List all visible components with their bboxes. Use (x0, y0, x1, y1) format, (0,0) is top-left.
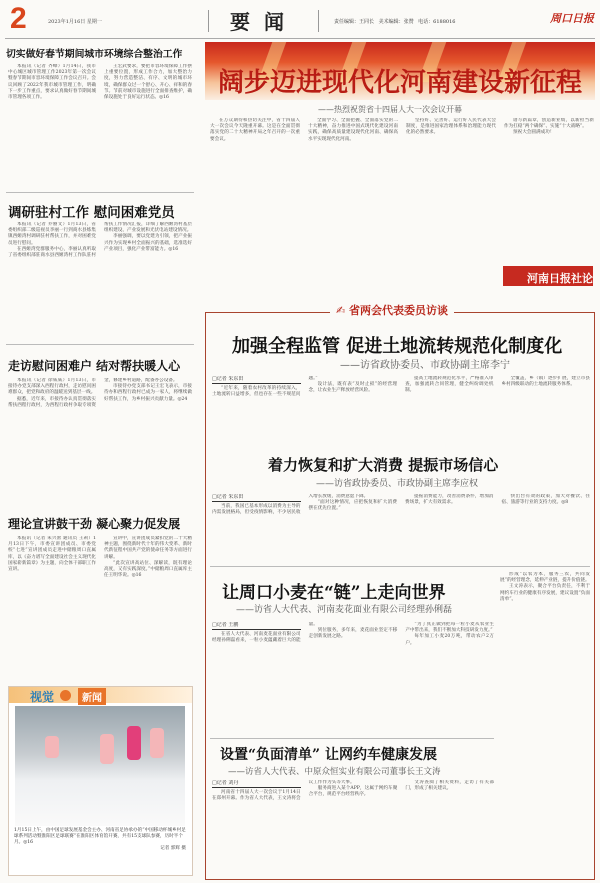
divider (6, 344, 194, 345)
article-body (8, 536, 192, 676)
camera-icon (60, 690, 71, 701)
paragraph: 到位服务，多年来，麦花面业坚定不移走创新发展之路。 (308, 628, 398, 640)
paragraph: 服务商进入某个APP，这属于网约车聚合平台，规范平台经营秩序。 (308, 786, 398, 798)
editorial-label: 河南日报社论 (527, 272, 593, 285)
paragraph: 全覆盖，乡（镇）逐步扩展，建立市县乡村四级联动的土地流转服务体系。 (501, 376, 590, 388)
photo-caption (14, 828, 186, 852)
paragraph: 当前，我国已基本形成以消费为主导的内需发展格局，但受疫情影响，不少居民收入增长放缓，消费意愿下降。 (212, 494, 369, 516)
article-body (8, 64, 192, 186)
paragraph: 提振消费能力，改善消费条件，增加消费场景，扩大有效需求。 (405, 494, 494, 506)
divider (6, 192, 194, 193)
byline: □记者 刘丹 (212, 780, 301, 788)
paragraph: 坚持好、完善好、运行好人民代表大会制度，是推进国家治理体系和治理能力现代化的必然要求。 (406, 118, 496, 136)
paragraph: “此次宣讲高站位、深解读，既有理论高度，又有实践深度。”中储粮周口直属库主任王明华说。◎16 (104, 560, 192, 579)
paragraph: 在万众期待和热切关注中，省十四届人大一次会议今天隆重开幕。这是在全面贯彻落实党的二十大精神开局之年召开的一次重要会议。 (210, 118, 300, 142)
article-headline: 调研驻村工作 慰问困难党员 (8, 205, 175, 221)
photo-credit: 记者 郭辉 摄 (160, 846, 186, 851)
paragraph: 设计法，既有表“及时止损”的经营理念，让农业生产释放经营风险。 (308, 382, 397, 394)
divider (210, 738, 494, 739)
paragraph: 本报讯（记者 乔丽文）1月13日，省委组织部二级巡视员李丽一行到商水县练集镇西姬湾村调研驻村帮扶工作，并对困难党员进行慰问。 (8, 222, 96, 246)
article-headline: 设置“负面清单” 让网约车健康发展 (220, 747, 437, 763)
article-body-continued (500, 572, 590, 872)
paragraph: 本报讯（记者 齐峰）1月14日，我市中心城区城市管理工作2023年第一次会议暨春节期间市容环境保障工作会议召开。会议回顾了2022年我市城市管理工作，明确下一步工作重点，要求认真做好春节期间城市管理各项工作。 (8, 64, 96, 101)
issue-date: 2023年1月16日 星期一 (48, 19, 102, 25)
article-headline: 切实做好春节期间城市环境综合整治工作 (6, 49, 183, 60)
divider (208, 10, 209, 32)
paragraph: 据悉，近年来，市接待办认真贯彻落实帮扶西程行政村，为西程行政村争取专项资金，修建乡村道路，配备办公设备。 (8, 378, 178, 408)
article-headline: 让周口小麦在“链”上走向世界 (222, 583, 446, 603)
divider (318, 10, 319, 32)
interviews-section-tag: ✍ 省两会代表委员访谈 (330, 302, 454, 318)
article-headline: 理论宣讲鼓干劲 凝心聚力促发展 (8, 517, 181, 531)
paragraph: 在省人大代表、河南麦花面业有限公司经理孙俐磊看来，一粒小麦蕴藏着巨大的能量。 (212, 622, 318, 644)
article-body (8, 222, 192, 334)
lead-subtitle: ——热烈祝贺省十四届人大一次会议开幕 (318, 105, 462, 114)
section-tag-label: 省两会代表委员访谈 (349, 304, 449, 317)
article-subtitle: ——访省人大代表、河南麦花面业有限公司经理孙俐磊 (236, 605, 453, 615)
article-body (212, 376, 590, 436)
paragraph: 本报讯（记者 朱兴蕾 通讯员 王莉）1月13日下午，市委宣讲团成员、市委党校“七进”宣讲团成员走进中储粮周口直属库，以《奋力谱写全面建设社会主义现代化国家崭新篇章》为主题，向全体干部职工作宣讲。 (8, 536, 96, 573)
caption-text: 1月15日上午，由中国足球发展基金会主办、河南省足协承办的“中国移动杯城乡村足球系列活动暨淮阳区足球联赛”在淮阳区体育馆开赛，共有15支球队参赛，历时半个月。◎16 (14, 828, 186, 845)
paragraph: 提高土地流转规范化水平，严格准入审查，加强流转合同管理，健全纠纷调处机制。 (405, 376, 494, 394)
paragraph: 市接待办党支部书记王宏飞表示，市接待办和西程行政村已成为一家人，将继续做好帮扶工作，为乡村振兴贡献力量。◎24 (104, 384, 192, 402)
article-subtitle: ——访省政协委员、市政协副主席李宁 (340, 360, 510, 371)
paragraph: “面对这种情况，应把恢复和扩大消费摆在优先位置。” (308, 500, 397, 512)
article-headline: 加强全程监管 促进土地流转规范化制度化 (232, 336, 563, 357)
lead-body (210, 118, 594, 263)
section-title: 要闻 (230, 10, 298, 34)
byline: □记者 朱东田 (212, 376, 301, 384)
paragraph: 河南省十四届人大一次会议于1月14日在郑州开幕。作为省人大代表，王文涛将会议工作作为头等大事。 (212, 780, 355, 802)
divider (210, 566, 590, 567)
paragraph: “为了真正做到把每一粒小麦从农业生产中带出来，我们不断加大科技研发力度。” (405, 622, 494, 634)
header-rule (5, 38, 595, 39)
football-photo (15, 706, 185, 826)
paragraph: 形成“以农为本，服务三农，共同发展”的经营理念，延伸产业链，提升价值链。 (500, 572, 590, 584)
article-body (212, 622, 494, 734)
editorial-tag (503, 266, 593, 286)
paragraph: 王文涛表示，聚合平台负责任，不利于网约车行业的健康有序发展，建议设置“负面清单”。 (500, 584, 590, 602)
article-headline: 走访慰问困难户 结对帮扶暖人心 (8, 359, 181, 373)
paragraph: 谱写新篇章，创造新业绩，以新担当新作为扛稳“两个确保”、实施“十大战略”。 (504, 118, 594, 130)
article-body (212, 780, 494, 876)
editor-info: 责任编辑：王同长 美术编辑：张赞 电话：6188016 (334, 19, 456, 25)
paragraph: 快出台有效的政策，加大对餐饮、住宿、旅游等行业的支持力度。◎8 (501, 494, 590, 506)
newspaper-logo: 周口日报 (550, 12, 594, 25)
byline: □记者 王鹏 (212, 622, 301, 630)
lead-headline: 阔步迈进现代化河南建设新征程 (218, 68, 583, 98)
article-body (212, 494, 590, 558)
paragraph: 在西姬湾党群服务中心，李丽认真听取了省委组织部驻商水县西姬湾村工作队驻村帮扶工作情况汇报，详细了解西姬湾村基层组织建设、产业发展和光伏电站建设情况。 (8, 222, 192, 259)
paragraph: 李丽强调，要以党建为引领，把产业振兴作为实现乡村全面振兴的基础，选准选好产业项目，强化产业带富能力。◎16 (104, 234, 192, 252)
paragraph: 每年加工小麦20万吨，带动农户2万户。 (405, 634, 494, 646)
page-number: 2 (10, 2, 27, 35)
article-subtitle: ——访省人大代表、中原众恒实业有限公司董事长王文涛 (228, 767, 441, 777)
paragraph: 宣讲中，宣讲团成员紧扣党的二十大精神主题，围绕新时代十年的伟大变革、新时代新征程中国共产党的使命任务等方面进行讲解。 (104, 536, 192, 560)
article-body (8, 378, 192, 508)
paragraph: 预祝大会圆满成功！ (513, 130, 555, 136)
visual-label: 视觉 (30, 690, 55, 704)
paragraph: 本报讯（记者 徐威威）1月13日，市接待办党支部深入西程行政村，走访慰问困难群众，把党和政府的温暖送到基层一线。 (8, 378, 96, 396)
article-headline: 着力恢复和扩大消费 提振市场信心 (268, 456, 499, 474)
paragraph: 全面学习、全面把握、全面落实党的二十大精神，奋力推进中国式现代化建设河南实践，确保高质量建设现代化河南、确保高水平实现现代化河南。 (308, 118, 398, 142)
article-subtitle: ——访省政协委员、市政协副主席李应权 (316, 479, 479, 489)
paragraph: 王宏武要求，要把市容环境保障工作摆上重要位置，形成工作合力，加大整治力度，努力营造整洁、有序、文明的城市环境，确保群众过一个舒心、开心、祥和的春节。节前对城市设施进行全面排查维护，确保设施处于良好运行状态。◎16 (104, 64, 192, 101)
paragraph: “近年来，随着农村改革的持续深入，土地流转日益增多，但也存在一些不规范问题。” (212, 376, 318, 398)
paragraph: 文涛查阅了相关资料，走访了有关部门，形成了相关建议。 (405, 780, 494, 792)
news-label: 新闻 (78, 688, 106, 705)
byline: □记者 朱东田 (212, 494, 301, 502)
